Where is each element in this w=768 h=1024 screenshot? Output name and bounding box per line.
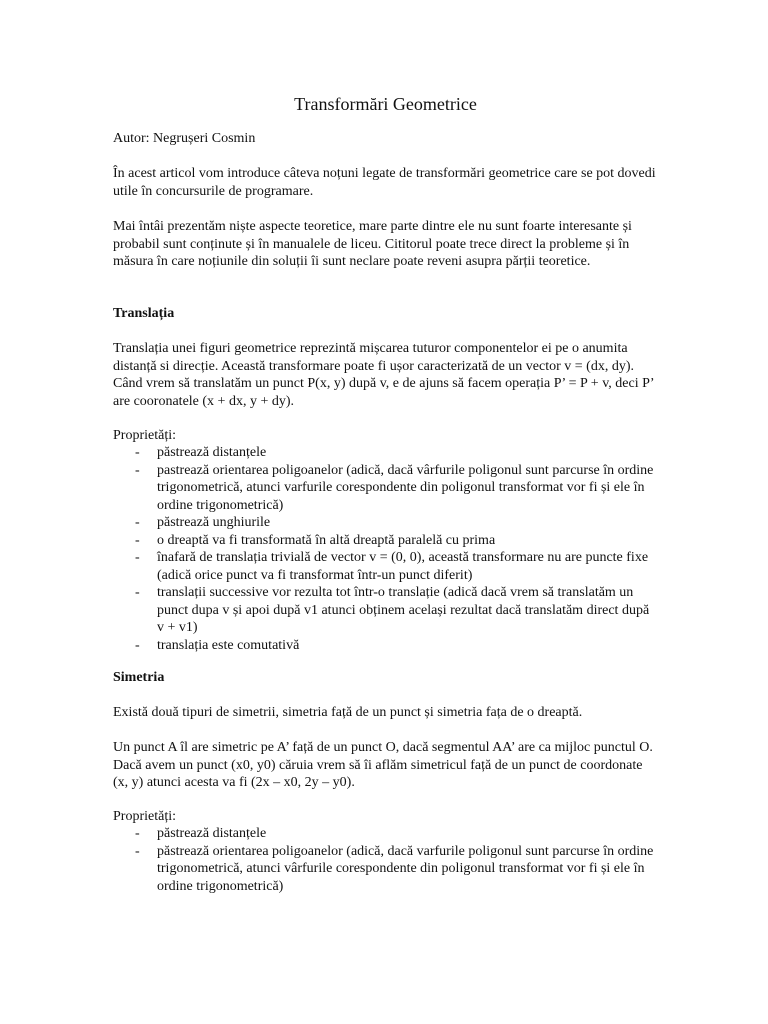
section-heading-symmetry: Simetria [113, 670, 165, 685]
symmetry-properties-label: Proprietăți: [113, 809, 176, 824]
symmetry-paragraph-1: Există două tipuri de simetrii, simetria față de un punct și simetria fața de o dreaptă. [113, 705, 583, 720]
list-item: - pastrează orientarea poligoanelor (adică, dacă vârfurile poligonul sunt parcurse în ordine trigonometrică, atunci varfurile corespondente din poligonul transformat vor fi și ele în ordine trigonometrică) [113, 462, 658, 515]
list-item: - o dreaptă va fi transformată în altă dreaptă paralelă cu prima [113, 532, 658, 550]
symmetry-paragraph-2: Un punct A îl are simetric pe A’ față de un punct O, dacă segmentul AA’ are ca mijloc punctul O. Dacă avem un punct (x0, y0) căruia vrem să îi aflăm simetricul față de un punct de coordonate (x, y) atunci acesta va fi (2x – x0, 2y – y0). [113, 740, 653, 790]
list-item: - înafară de translația trivială de vector v = (0, 0), această transformare nu are puncte fixe (adică orice punct va fi transformat într-un punct diferit) [113, 549, 658, 584]
list-item: - păstrează orientarea poligoanelor (adică, dacă varfurile poligonul sunt parcurse în ordine trigonometrică, atunci vârfurile corespondente din poligonul transformat vor fi și ele în ordine trigonometrică) [113, 843, 658, 896]
list-item: - translația este comutativă [113, 637, 658, 655]
translation-properties-list [113, 444, 658, 654]
document-title: Transformări Geometrice [294, 94, 477, 114]
list-item: - translații successive vor rezulta tot într-o translație (adică dacă vrem să translatăm un punct dupa v și apoi după v1 atunci obținem același rezultat dacă translatăm direct după v + v1) [113, 584, 658, 637]
list-item: - păstrează distanțele [113, 825, 658, 843]
translation-paragraph: Translația unei figuri geometrice reprezintă mișcarea tuturor componentelor ei pe o anumita distanță si direcție. Această transformare poate fi ușor caracterizată de un vector v = (dx, dy). Când vrem să translatăm un punct P(x, y) după v, e de ajuns să facem operația P’ = P + v, deci P’ are cooronatele (x + dx, y + dy). [113, 341, 654, 409]
list-item: - păstrează unghiurile [113, 514, 658, 532]
translation-properties-label: Proprietăți: [113, 428, 176, 443]
author-line: Autor: Negrușeri Cosmin [113, 131, 256, 146]
symmetry-properties-list [113, 825, 658, 895]
section-heading-translation: Translația [113, 306, 175, 321]
list-item: - păstrează distanțele [113, 444, 658, 462]
intro-paragraph-1: În acest articol vom introduce câteva noțuni legate de transformări geometrice care se pot dovedi utile în concursurile de programare. [113, 166, 656, 199]
intro-paragraph-2: Mai întâi prezentăm niște aspecte teoretice, mare parte dintre ele nu sunt foarte interesante și probabil sunt conținute și în manualele de liceu. Cititorul poate trece direct la probleme și în măsura în care noțiunile din soluții îi sunt neclare poate reveni asupra părții teoretice. [113, 219, 632, 269]
